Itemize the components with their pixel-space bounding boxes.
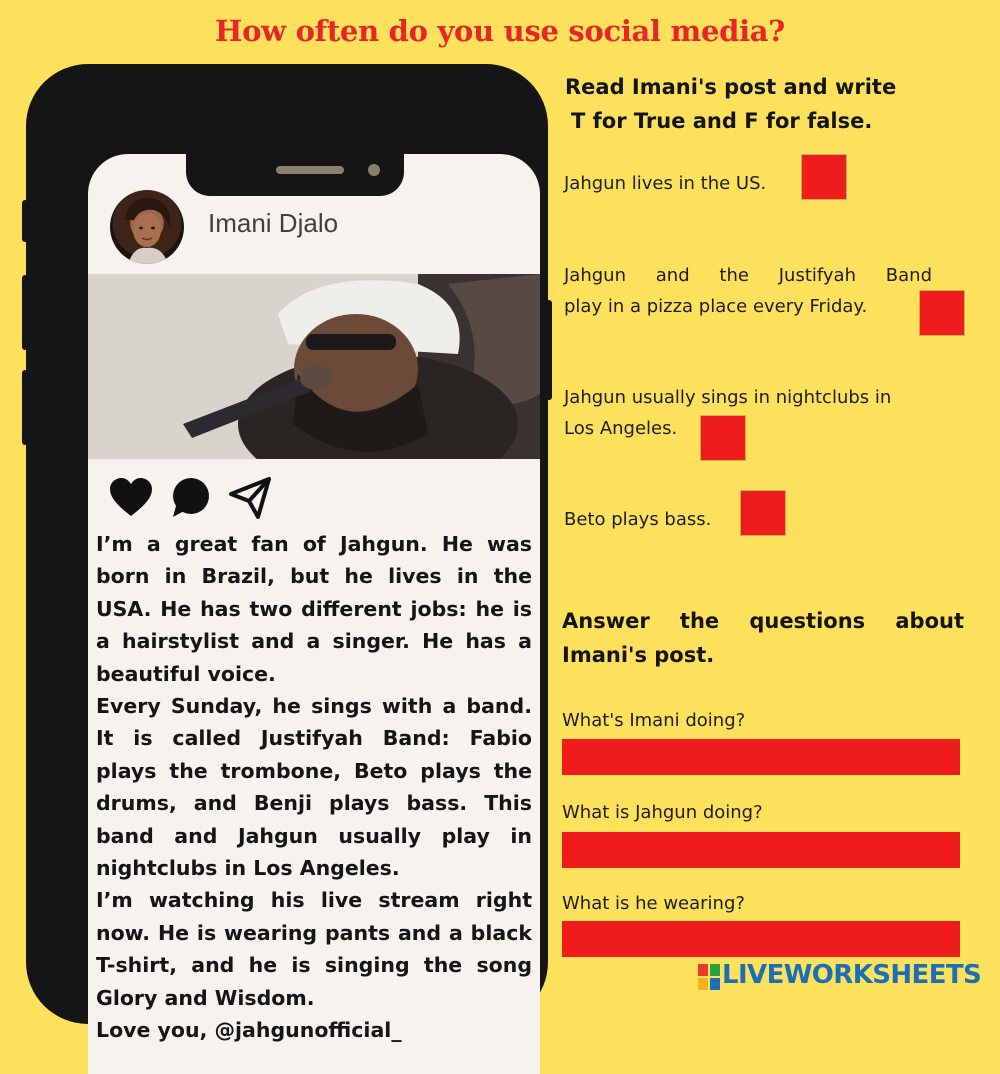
answer-box-1[interactable] [801,154,847,200]
true-false-heading [565,70,896,138]
questions-heading [562,604,964,672]
speaker-icon [276,166,344,174]
question-2: What is Jahgun doing? [562,802,763,823]
phone-side-button [22,200,28,242]
heading-line: Imani's post. [562,643,715,667]
statement-4 [564,504,711,535]
brand-text: LIVEWORKSHEETS [722,960,982,990]
heart-icon[interactable] [108,476,154,520]
statement-text: Jahgun lives in the US. [564,173,767,194]
answer-box-4[interactable] [740,490,786,536]
post-signoff: Love you, @jahgunofficial_ [96,1018,402,1043]
answer-box-3[interactable] [700,415,746,461]
post-paragraph: I’m watching his live stream right now. He is wearing pants and a black T-shirt, and he is singing the song Glory and Wisdom. [96,888,532,1010]
answer-box-2[interactable] [919,290,965,336]
statement-text: play in a pizza place every Friday. [564,296,868,317]
statement-text: Jahgun and the Justifyah Band [564,265,932,286]
profile-name: Imani Djalo [208,208,339,238]
phone-frame [26,64,548,1043]
camera-icon [368,164,380,176]
statement-text: Los Angeles. [564,418,678,439]
heading-line: Answer the questions about [562,609,964,633]
send-icon[interactable] [228,476,272,520]
answer-field-2[interactable] [562,832,960,868]
phone-side-button [546,300,552,400]
phone-side-button [22,275,28,350]
post-paragraph: I’m a great fan of Jahgun. He was born in Brazil, but he lives in the USA. He has two different jobs: he is a hairstylist and a singer. He has a beautiful voice. [96,532,532,686]
brand-icon [698,964,720,990]
post-paragraph: Every Sunday, he sings with a band. It is called Justifyah Band: Fabio plays the trombone, Beto plays the drums, and Benji plays bass. This band and Jahgun usually play in nightclubs in Los Angeles. [96,694,532,881]
post-photo [88,274,540,459]
statement-text: Beto plays bass. [564,509,712,530]
statement-1 [564,168,766,199]
comment-icon[interactable] [170,476,212,520]
phone-screen [88,154,540,1074]
phone-side-button [22,370,28,445]
phone-notch [186,130,404,196]
page-title: How often do you use social media? [215,14,785,48]
avatar [110,190,184,264]
statement-text: Jahgun usually sings in nightclubs in [564,387,892,408]
post-text [96,528,532,1047]
question-3: What is he wearing? [562,893,745,914]
heading-line: T for True and F for false. [571,109,873,133]
answer-field-1[interactable] [562,739,960,775]
question-1: What's Imani doing? [562,710,746,731]
answer-field-3[interactable] [562,921,960,957]
statement-2 [564,260,932,322]
heading-line: Read Imani's post and write [565,75,897,99]
